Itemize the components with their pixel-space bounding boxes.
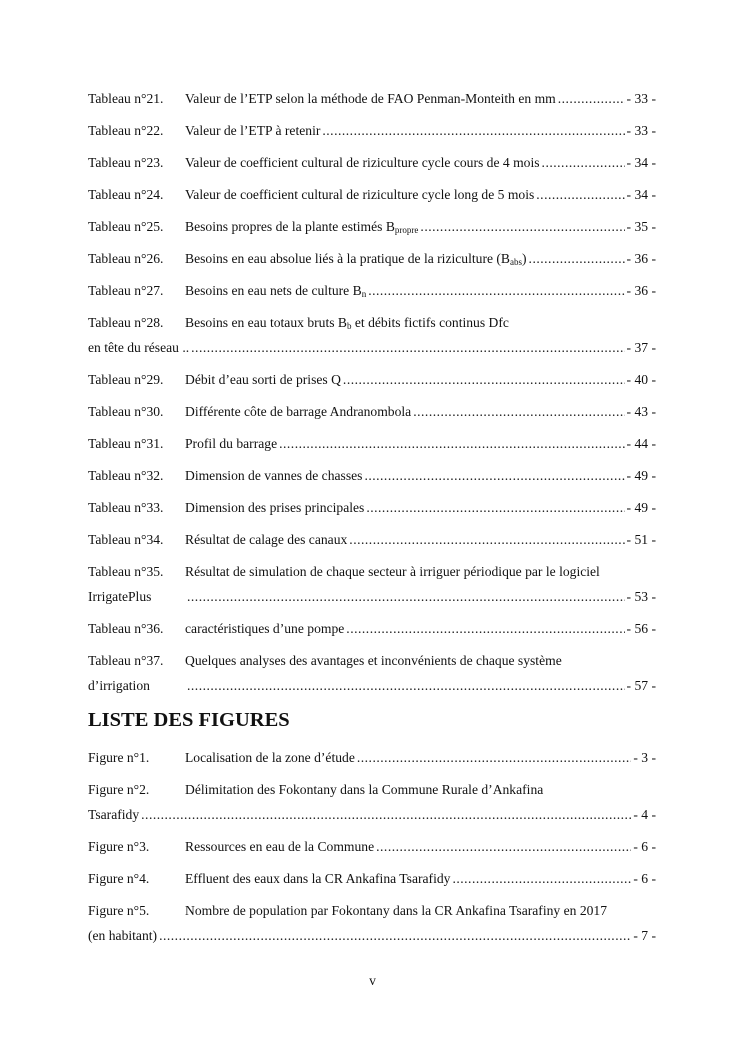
- dot-leader: [346, 616, 624, 641]
- dot-leader: [357, 745, 631, 770]
- toc-line: [88, 150, 656, 175]
- entry-title: [185, 527, 347, 552]
- dot-leader: [558, 86, 625, 111]
- entry-title-continuation: IrrigatePlus: [88, 589, 152, 604]
- entry-title-suffix: et débits fictifs continus Dfc: [351, 315, 509, 330]
- toc-line: [88, 898, 656, 923]
- toc-entry[interactable]: [88, 777, 656, 827]
- entry-title-continuation: en tête du réseau ..: [88, 340, 190, 355]
- entry-page[interactable]: - 35 -: [626, 219, 656, 234]
- entry-page[interactable]: - 43 -: [626, 404, 656, 419]
- entry-label: Tableau n°34.: [88, 532, 164, 547]
- entry-title: [185, 86, 556, 111]
- entry-label: Figure n°2.: [88, 782, 150, 797]
- entry-label: Tableau n°32.: [88, 468, 164, 483]
- entry-page[interactable]: - 53 -: [626, 589, 656, 604]
- dot-leader: [413, 399, 624, 424]
- toc-entry[interactable]: [88, 834, 656, 859]
- dot-leader: [536, 182, 624, 207]
- entry-label: Tableau n°25.: [88, 219, 164, 234]
- list-of-figures: [88, 745, 656, 948]
- list-of-tables: [88, 86, 656, 698]
- entry-title-text: caractéristiques d’une pompe: [185, 621, 345, 636]
- entry-page[interactable]: - 34 -: [626, 155, 656, 170]
- toc-line: [88, 310, 656, 335]
- entry-title: [185, 278, 366, 303]
- toc-entry[interactable]: [88, 182, 656, 207]
- entry-title-text: Localisation de la zone d’étude: [185, 750, 355, 765]
- dot-leader: [364, 463, 624, 488]
- toc-entry[interactable]: [88, 399, 656, 424]
- entry-title-subscript: abs: [510, 257, 523, 267]
- entry-label: Tableau n°22.: [88, 123, 164, 138]
- entry-label: Tableau n°24.: [88, 187, 164, 202]
- entry-title: [185, 246, 527, 271]
- entry-title: [185, 118, 320, 143]
- entry-title: [185, 399, 411, 424]
- entry-label: Tableau n°31.: [88, 436, 164, 451]
- entry-label: Tableau n°30.: [88, 404, 164, 419]
- figures-heading: LISTE DES FIGURES: [88, 709, 290, 731]
- entry-title-text: Résultat de simulation de chaque secteur à irriguer périodique par le logiciel: [185, 564, 600, 579]
- entry-title-text: Besoins en eau totaux bruts B: [185, 315, 347, 330]
- entry-title: [185, 310, 509, 335]
- entry-title-text: Dimension des prises principales: [185, 500, 365, 515]
- toc-entry[interactable]: [88, 431, 656, 456]
- entry-title-subscript: n: [361, 289, 367, 299]
- entry-page[interactable]: - 3 -: [633, 750, 656, 765]
- entry-page[interactable]: - 56 -: [626, 621, 656, 636]
- toc-entry[interactable]: [88, 898, 656, 948]
- entry-title-text: Valeur de l’ETP selon la méthode de FAO Penman-Monteith en mm: [185, 91, 556, 106]
- toc-line: [88, 648, 656, 673]
- entry-title: [185, 866, 450, 891]
- entry-title: [185, 559, 600, 584]
- entry-page[interactable]: - 6 -: [633, 871, 656, 886]
- entry-label: Tableau n°37.: [88, 653, 164, 668]
- entry-title-text: Ressources en eau de la Commune: [185, 839, 375, 854]
- dot-leader: [159, 923, 631, 948]
- toc-entry[interactable]: [88, 278, 656, 303]
- entry-page[interactable]: - 44 -: [626, 436, 656, 451]
- toc-line: [88, 118, 656, 143]
- toc-line: [88, 399, 656, 424]
- dot-leader: [366, 495, 624, 520]
- entry-title: [185, 367, 341, 392]
- entry-label: Figure n°1.: [88, 750, 150, 765]
- dot-leader: [420, 214, 624, 239]
- entry-page[interactable]: - 36 -: [626, 283, 656, 298]
- dot-leader: [452, 866, 631, 891]
- entry-page[interactable]: - 4 -: [633, 807, 656, 822]
- dot-leader: [529, 246, 625, 271]
- entry-page[interactable]: - 37 -: [626, 340, 656, 355]
- dot-leader: [279, 431, 624, 456]
- toc-line: [88, 278, 656, 303]
- page-number: v: [369, 973, 376, 988]
- toc-line: [88, 495, 656, 520]
- entry-page[interactable]: - 57 -: [626, 678, 656, 693]
- entry-label: Figure n°3.: [88, 839, 150, 854]
- toc-line: [88, 431, 656, 456]
- toc-entry[interactable]: [88, 559, 656, 609]
- entry-title: [185, 834, 374, 859]
- toc-entry[interactable]: [88, 866, 656, 891]
- entry-title-text: Différente côte de barrage Andranombola: [185, 404, 412, 419]
- entry-title: [185, 463, 362, 488]
- entry-page[interactable]: - 34 -: [626, 187, 656, 202]
- entry-title-text: Résultat de calage des canaux: [185, 532, 348, 547]
- dot-leader: [191, 335, 624, 360]
- toc-entry[interactable]: [88, 150, 656, 175]
- toc-entry[interactable]: [88, 86, 656, 111]
- toc-line: [88, 834, 656, 859]
- entry-title-text: Nombre de population par Fokontany dans la CR Ankafina Tsarafiny en 2017: [185, 903, 608, 918]
- entry-label: Tableau n°36.: [88, 621, 164, 636]
- toc-line: [88, 866, 656, 891]
- entry-title-subscript: propre: [394, 225, 419, 235]
- toc-line: [88, 777, 656, 802]
- toc-line: [88, 214, 656, 239]
- entry-page[interactable]: - 51 -: [626, 532, 656, 547]
- dot-leader: [187, 584, 625, 609]
- toc-line: [88, 527, 656, 552]
- entry-label: Tableau n°29.: [88, 372, 164, 387]
- toc-entry[interactable]: [88, 745, 656, 770]
- entry-title-text: Profil du barrage: [185, 436, 278, 451]
- entry-title: [185, 898, 607, 923]
- toc-entry[interactable]: [88, 527, 656, 552]
- entry-title-text: Besoins propres de la plante estimés B: [185, 219, 395, 234]
- entry-page[interactable]: - 7 -: [633, 928, 656, 943]
- entry-page[interactable]: - 49 -: [626, 468, 656, 483]
- toc-line-continuation: [88, 673, 656, 698]
- entry-title-text: Valeur de coefficient cultural de riziculture cycle long de 5 mois: [185, 187, 535, 202]
- entry-title-text: Quelques analyses des avantages et inconvénients de chaque système: [185, 653, 562, 668]
- toc-line: [88, 559, 656, 584]
- toc-line-continuation: [88, 923, 656, 948]
- toc-line-continuation: [88, 335, 656, 360]
- entry-page[interactable]: - 49 -: [626, 500, 656, 515]
- table-of-contents: [88, 86, 656, 948]
- entry-title-text: Valeur de l’ETP à retenir: [185, 123, 321, 138]
- toc-line-continuation: [88, 802, 656, 827]
- entry-page[interactable]: - 33 -: [626, 91, 656, 106]
- toc-line: [88, 246, 656, 271]
- toc-line: [88, 745, 656, 770]
- toc-line: [88, 616, 656, 641]
- dot-leader: [322, 118, 624, 143]
- toc-line: [88, 182, 656, 207]
- toc-entry[interactable]: [88, 495, 656, 520]
- entry-title: [185, 616, 344, 641]
- toc-line: [88, 86, 656, 111]
- entry-page[interactable]: - 33 -: [626, 123, 656, 138]
- entry-title-text: Dimension de vannes de chasses: [185, 468, 363, 483]
- entry-title-suffix: ): [522, 251, 527, 266]
- entry-label: Tableau n°27.: [88, 283, 164, 298]
- entry-label: Figure n°4.: [88, 871, 150, 886]
- entry-label: Tableau n°33.: [88, 500, 164, 515]
- toc-entry[interactable]: [88, 246, 656, 271]
- entry-title-subscript: b: [346, 321, 352, 331]
- entry-title-continuation: (en habitant): [88, 928, 158, 943]
- entry-title-text: Valeur de coefficient cultural de riziculture cycle cours de 4 mois: [185, 155, 540, 170]
- toc-entry[interactable]: [88, 214, 656, 239]
- toc-entry[interactable]: [88, 367, 656, 392]
- entry-title-text: Effluent des eaux dans la CR Ankafina Tsarafidy: [185, 871, 451, 886]
- entry-title-text: Délimitation des Fokontany dans la Commune Rurale d’Ankafina: [185, 782, 544, 797]
- dot-leader: [343, 367, 625, 392]
- entry-title-text: Besoins en eau nets de culture B: [185, 283, 362, 298]
- dot-leader: [376, 834, 631, 859]
- entry-title: [185, 214, 418, 239]
- entry-title: [185, 495, 364, 520]
- toc-line: [88, 463, 656, 488]
- entry-label: Tableau n°26.: [88, 251, 164, 266]
- entry-title-continuation: d’irrigation: [88, 678, 150, 693]
- entry-title: [185, 745, 355, 770]
- entry-page[interactable]: - 40 -: [626, 372, 656, 387]
- entry-title-continuation: Tsarafidy: [88, 807, 140, 822]
- toc-entry[interactable]: [88, 463, 656, 488]
- entry-title: [185, 182, 534, 207]
- toc-entry[interactable]: [88, 616, 656, 641]
- entry-label: Tableau n°21.: [88, 91, 164, 106]
- toc-entry[interactable]: [88, 118, 656, 143]
- dot-leader: [349, 527, 624, 552]
- dot-leader: [187, 673, 625, 698]
- entry-page[interactable]: - 6 -: [633, 839, 656, 854]
- toc-line-continuation: [88, 584, 656, 609]
- entry-label: Tableau n°35.: [88, 564, 164, 579]
- entry-title-text: Besoins en eau absolue liés à la pratique de la riziculture (B: [185, 251, 511, 266]
- dot-leader: [368, 278, 624, 303]
- entry-page[interactable]: - 36 -: [626, 251, 656, 266]
- toc-line: [88, 367, 656, 392]
- entry-title: [185, 777, 543, 802]
- entry-title: [185, 648, 562, 673]
- toc-entry[interactable]: [88, 648, 656, 698]
- entry-label: Tableau n°28.: [88, 315, 164, 330]
- dot-leader: [141, 802, 631, 827]
- entry-label: Tableau n°23.: [88, 155, 164, 170]
- entry-label: Figure n°5.: [88, 903, 150, 918]
- entry-title-text: Débit d’eau sorti de prises Q: [185, 372, 341, 387]
- entry-title: [185, 150, 540, 175]
- toc-entry[interactable]: [88, 310, 656, 360]
- dot-leader: [542, 150, 625, 175]
- entry-title: [185, 431, 277, 456]
